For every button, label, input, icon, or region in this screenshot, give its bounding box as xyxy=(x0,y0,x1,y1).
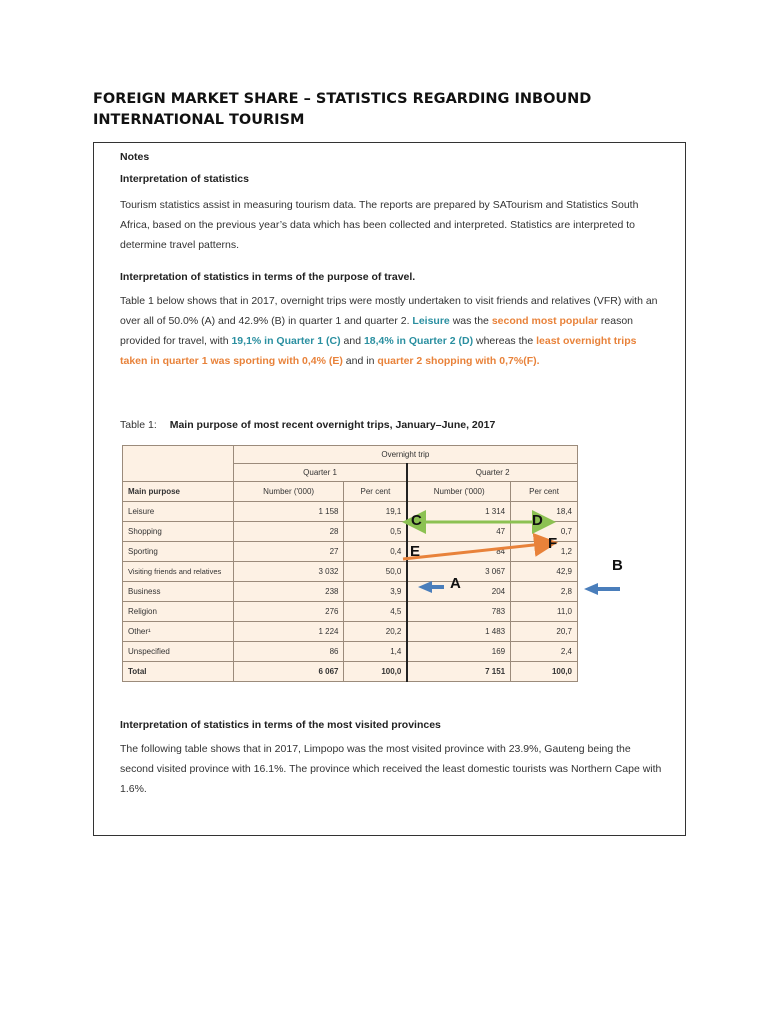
row-q1-number: 28 xyxy=(233,522,344,542)
row-q2-percent: 20,7 xyxy=(511,622,578,642)
row-q2-number: 783 xyxy=(407,602,510,622)
row-q1-percent: 0,5 xyxy=(344,522,407,542)
row-q1-number: 86 xyxy=(233,642,344,662)
total-q2-number: 7 151 xyxy=(407,662,510,682)
row-q2-percent: 42,9 xyxy=(511,562,578,582)
row-q2-percent: 1,2 xyxy=(511,542,578,562)
row-q1-percent: 0,4 xyxy=(344,542,407,562)
label-e: E xyxy=(410,543,421,560)
row-q2-number: 3 067 xyxy=(407,562,510,582)
e-highlight: least overnight trips taken in quarter 1 was sporting with 0,4% (E) xyxy=(120,335,637,367)
group-header: Overnight trip xyxy=(233,446,577,464)
row-q2-number: 47 xyxy=(407,522,510,542)
row-purpose: Business xyxy=(123,582,234,602)
col-q2-percent: Per cent xyxy=(511,482,578,502)
row-q1-number: 27 xyxy=(233,542,344,562)
section2-title: Interpretation of statistics in terms of the purpose of travel. xyxy=(120,271,416,283)
row-purpose: Sporting xyxy=(123,542,234,562)
arrow-a-icon xyxy=(418,581,444,593)
row-q1-percent: 20,2 xyxy=(344,622,407,642)
col-q2-number: Number ('000) xyxy=(407,482,510,502)
section2-whereas: whereas the xyxy=(473,335,537,347)
row-q2-number: 1 314 xyxy=(407,502,510,522)
second-popular-highlight: second most popular xyxy=(491,315,598,327)
row-q2-percent: 18,4 xyxy=(511,502,578,522)
row-q2-percent: 11,0 xyxy=(511,602,578,622)
row-q1-percent: 3,9 xyxy=(344,582,407,602)
row-purpose: Leisure xyxy=(123,502,234,522)
table-caption-label: Table 1: xyxy=(120,419,157,431)
total-q1-percent: 100,0 xyxy=(344,662,407,682)
section2-text xyxy=(120,291,665,371)
label-d: D xyxy=(532,512,543,529)
col-q1-percent: Per cent xyxy=(344,482,407,502)
row-q2-number: 204 xyxy=(407,582,510,602)
row-q1-number: 276 xyxy=(233,602,344,622)
total-q1-number: 6 067 xyxy=(233,662,344,682)
row-q1-percent: 1,4 xyxy=(344,642,407,662)
row-q2-percent: 2,4 xyxy=(511,642,578,662)
row-purpose: Unspecified xyxy=(123,642,234,662)
row-q1-number: 1 158 xyxy=(233,502,344,522)
section3-title: Interpretation of statistics in terms of the most visited provinces xyxy=(120,719,441,731)
label-a: A xyxy=(450,575,461,592)
c-highlight: 19,1% in Quarter 1 (C) xyxy=(231,335,341,347)
row-q2-percent: 2,8 xyxy=(511,582,578,602)
leisure-highlight: Leisure xyxy=(412,315,450,327)
row-q2-number: 1 483 xyxy=(407,622,510,642)
table-caption xyxy=(120,419,495,431)
page-title: FOREIGN MARKET SHARE – STATISTICS REGARDING INBOUND INTERNATIONAL TOURISM xyxy=(93,91,592,128)
row-q1-percent: 19,1 xyxy=(344,502,407,522)
section2-p2b: reason provided for travel, with xyxy=(120,315,634,347)
row-purpose: Visiting friends and relatives xyxy=(123,562,234,582)
section2-and2: and in xyxy=(342,355,378,367)
notes-heading: Notes xyxy=(120,151,150,163)
notes-frame xyxy=(93,142,686,836)
section1-text: Tourism statistics assist in measuring tourism data. The reports are prepared by SATourism and Statistics South Africa, based on the previous year’s data which has been collected and interpreted. Statistics are interpreted to determine travel patterns. xyxy=(120,199,639,251)
row-q1-number: 238 xyxy=(233,582,344,602)
q2-header: Quarter 2 xyxy=(407,464,577,482)
total-label: Total xyxy=(123,662,234,682)
row-q1-percent: 4,5 xyxy=(344,602,407,622)
table-caption-title: Main purpose of most recent overnight trips, January–June, 2017 xyxy=(169,419,496,431)
d-highlight: 18,4% in Quarter 2 (D) xyxy=(363,335,474,347)
row-q1-percent: 50,0 xyxy=(344,562,407,582)
col-q1-number: Number ('000) xyxy=(233,482,344,502)
label-b: B xyxy=(612,557,623,574)
col-purpose: Main purpose xyxy=(123,482,234,502)
row-q2-percent: 0,7 xyxy=(511,522,578,542)
row-purpose: Religion xyxy=(123,602,234,622)
row-q2-number: 84 xyxy=(407,542,510,562)
row-q2-number: 169 xyxy=(407,642,510,662)
row-purpose: Shopping xyxy=(123,522,234,542)
section2-and: and xyxy=(340,335,364,347)
arrow-b-icon xyxy=(584,583,620,595)
section2-p2a: was the xyxy=(449,315,492,327)
label-f: F xyxy=(548,535,558,552)
label-c: C xyxy=(411,512,422,529)
row-q1-number: 1 224 xyxy=(233,622,344,642)
total-q2-percent: 100,0 xyxy=(511,662,578,682)
annotation-overlay xyxy=(120,445,665,685)
section3-text: The following table shows that in 2017, Limpopo was the most visited province with 23.9%, Gauteng being the second visited province with 16.1%. The province which received the least domestic tourists was Northern Cape with 1.6%. xyxy=(120,743,662,795)
f-highlight: quarter 2 shopping with 0,7%(F). xyxy=(377,355,540,367)
q1-header: Quarter 1 xyxy=(233,464,407,482)
orange-arrow xyxy=(403,543,552,559)
section2-p1: Table 1 below shows that in 2017, overnight trips were mostly undertaken to visit friends and relatives (VFR) with an over all of 50.0% (A) and 42.9% (B) in quarter 1 and quarter 2. xyxy=(120,295,658,327)
section1-title: Interpretation of statistics xyxy=(120,173,249,185)
row-q1-number: 3 032 xyxy=(233,562,344,582)
row-purpose: Other¹ xyxy=(123,622,234,642)
